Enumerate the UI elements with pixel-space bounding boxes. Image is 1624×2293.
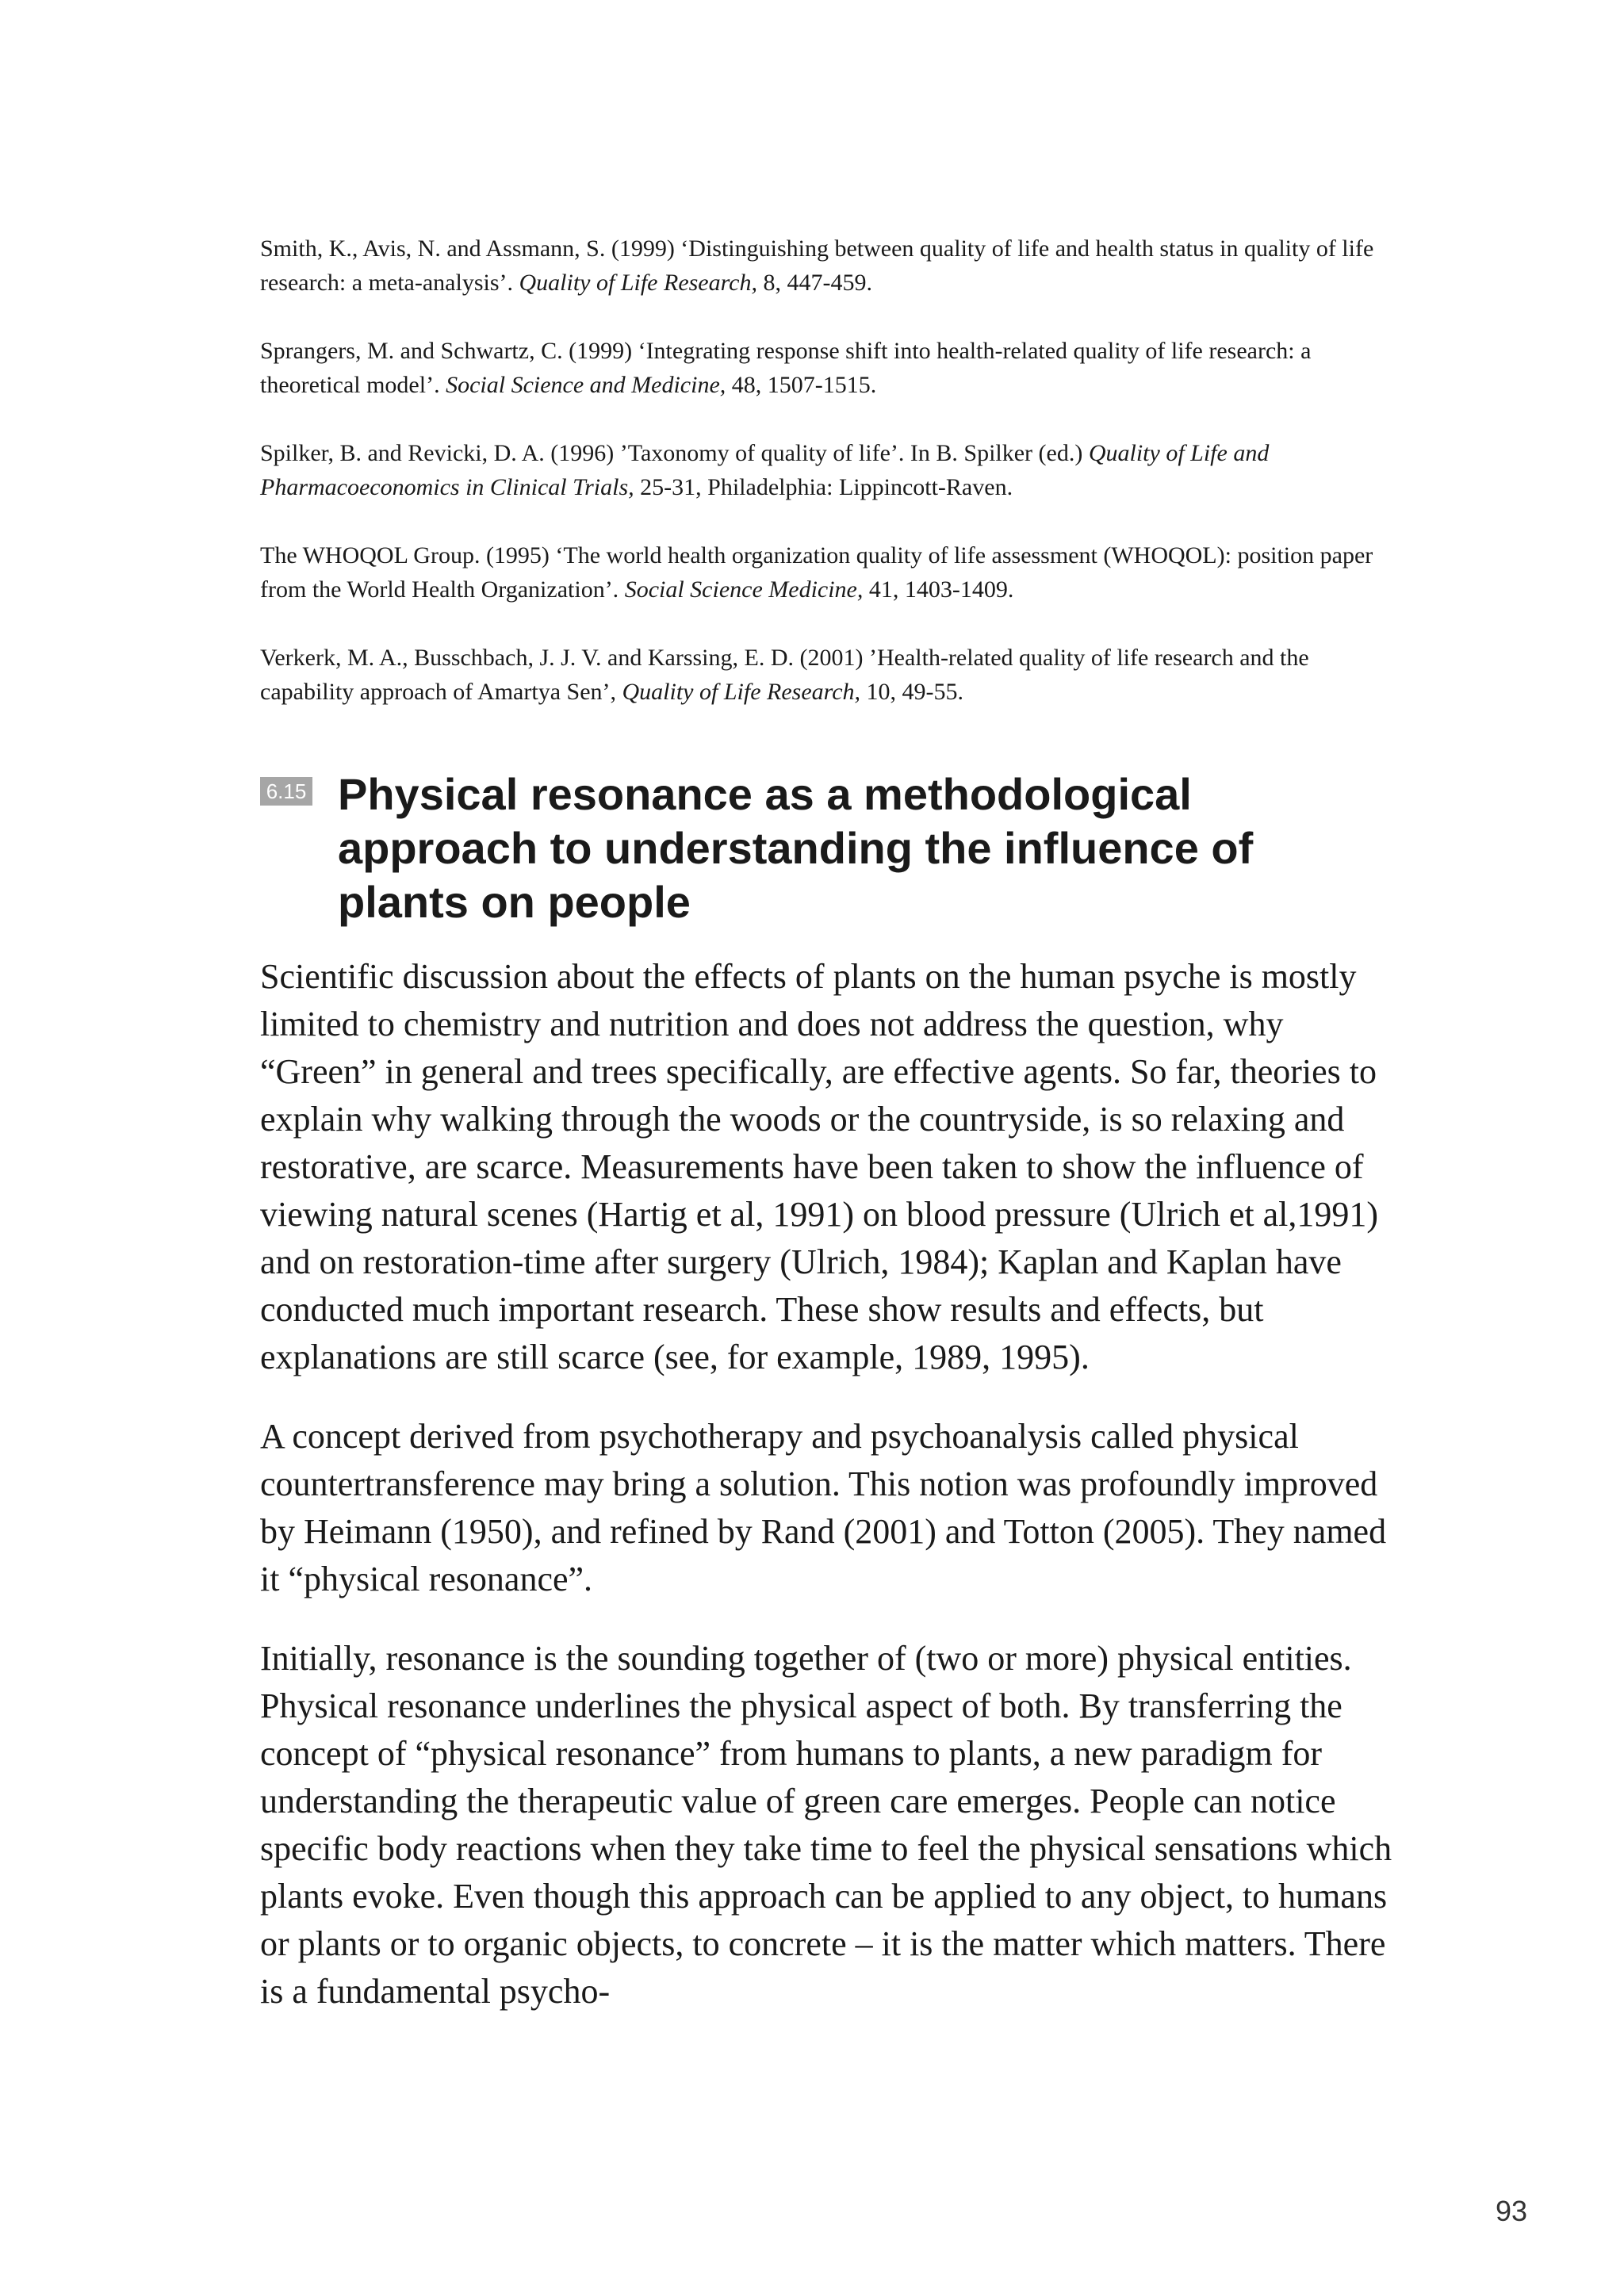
reference-details: 48, 1507-1515. <box>726 372 877 398</box>
reference-journal: Quality of Life Research, <box>519 270 757 296</box>
body-paragraph: A concept derived from psychotherapy and psychoanalysis called physical countertransference may bring a solution. This notion was profoundly improved by Heimann (1950), and refined by Rand (2001) and Totton (2005). They named it “physical resonance”. <box>260 1417 1387 1598</box>
reference-text: Spilker, B. and Revicki, D. A. (1996) ’Taxonomy of quality of life’. In B. Spilker (ed.) <box>260 440 1089 466</box>
page-number: 93 <box>1496 2195 1528 2227</box>
section-body <box>260 953 1402 2015</box>
reference-journal: Quality of Life and Pharmacoeconomics in Clinical Trials, <box>260 440 1270 500</box>
reference-text: The WHOQOL Group. (1995) ‘The world health organization quality of life assessment (WHOQOL): position paper from the World Health Organization’. <box>260 542 1373 603</box>
reference-entry <box>260 334 1386 402</box>
reference-text: Smith, K., Avis, N. and Assmann, S. (1999) ‘Distinguishing between quality of life and health status in quality of life research: a meta-analysis’. <box>260 235 1374 296</box>
reference-entry <box>260 538 1386 607</box>
reference-text: Verkerk, M. A., Busschbach, J. J. V. and Karssing, E. D. (2001) ’Health-related quality of life research and the capability approach of Amartya Sen’, <box>260 645 1309 705</box>
section-heading <box>260 768 1402 929</box>
reference-details: 8, 447-459. <box>757 270 872 296</box>
reference-entry <box>260 641 1386 709</box>
reference-journal: Social Science Medicine, <box>624 576 864 603</box>
section <box>260 768 1402 2047</box>
section-title: Physical resonance as a methodological approach to understanding the influence of plants on people <box>338 769 1254 927</box>
reference-text: Sprangers, M. and Schwartz, C. (1999) ‘Integrating response shift into health-related quality of life research: a theoretical model’. <box>260 338 1312 398</box>
reference-list <box>260 232 1386 743</box>
reference-details: 25-31, Philadelphia: Lippincott-Raven. <box>634 474 1013 500</box>
reference-journal: Social Science and Medicine, <box>446 372 726 398</box>
reference-entry <box>260 232 1386 300</box>
reference-details: 10, 49-55. <box>860 679 964 705</box>
reference-journal: Quality of Life Research, <box>622 679 861 705</box>
reference-entry <box>260 436 1386 504</box>
body-paragraph: Initially, resonance is the sounding together of (two or more) physical entities. Physical resonance underlines the physical aspect of both. By transferring the concept of “physical resonance” from humans to plants, a new paradigm for understanding the therapeutic value of green care emerges. People can notice specific body reactions when they take time to feel the physical sensations which plants evoke. Even though this approach can be applied to any object, to humans or plants or to organic objects, to concrete – it is the matter which matters. There is a fundamental psycho- <box>260 1639 1392 2011</box>
section-number: 6.15 <box>260 777 312 806</box>
body-paragraph: Scientific discussion about the effects of plants on the human psyche is mostly limited to chemistry and nutrition and does not address the question, why “Green” in general and trees specifically, are effective agents. So far, theories to explain why walking through the woods or the countryside, is so relaxing and restorative, are scarce. Measurements have been taken to show the influence of viewing natural scenes (Hartig et al, 1991) on blood pressure (Ulrich et al,1991) and on restoration-time after surgery (Ulrich, 1984); Kaplan and Kaplan have conducted much important research. These show results and effects, but explanations are still scarce (see, for example, 1989, 1995). <box>260 957 1379 1376</box>
reference-details: 41, 1403-1409. <box>863 576 1014 603</box>
